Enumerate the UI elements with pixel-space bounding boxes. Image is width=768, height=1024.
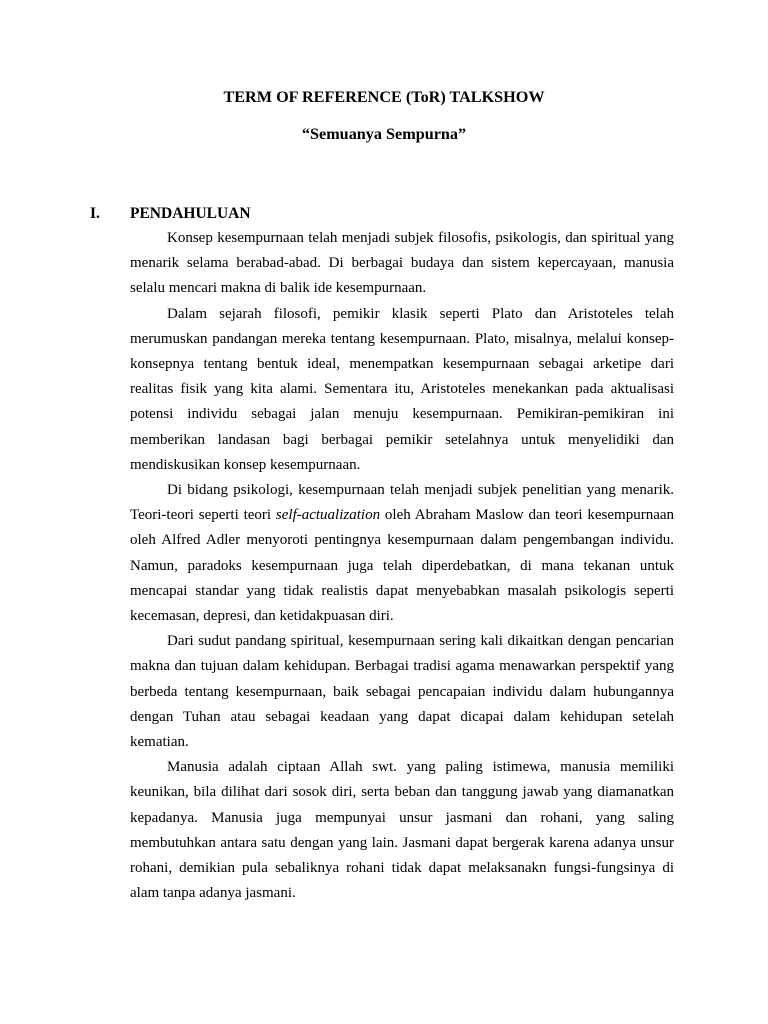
section-body	[130, 226, 674, 906]
italic-term: self-actualization	[275, 507, 381, 524]
section-heading	[90, 202, 674, 226]
paragraph-konsep: Konsep kesempurnaan telah menjadi subjek filosofis, psikologis, dan spiritual yang menarik selama berabad-abad. Di berbagai budaya dan sistem kepercayaan, manusia selalu mencari makna di balik ide kesempurnaan.	[130, 230, 674, 297]
document-subtitle: “Semuanya Sempurna”	[301, 125, 467, 143]
paragraph-manusia: Manusia adalah ciptaan Allah swt. yang paling istimewa, manusia memiliki keunikan, bila dilihat dari sosok diri, serta beban dan tanggung jawab yang diamanatkan kepadanya. Manusia juga mempunyai unsur jasmani dan rohani, yang saling membutuhkan antara satu dengan yang lain. Jasmani dapat bergerak karena adanya unsur rohani, demikian pula sebaliknya rohani tidak dapat melaksanakn fungsi-fungsinya di alam tanpa adanya jasmani.	[130, 759, 674, 902]
paragraph-psikologi-text-end: oleh Abraham Maslow dan teori kesempurnaan oleh Alfred Adler menyoroti pentingnya kesempurnaan dalam pengembangan individu. Namun, paradoks kesempurnaan juga telah diperdebatkan, di mana tekanan untuk mencapai standar yang tidak realistis dapat menyebabkan masalah psikologis seperti kecemasan, depresi, dan ketidakpuasan diri.	[130, 507, 675, 625]
paragraph-filosofi: Dalam sejarah filosofi, pemikir klasik seperti Plato dan Aristoteles telah merumuskan pandangan mereka tentang kesempurnaan. Plato, misalnya, melalui konsep-konsepnya tentang bentuk ideal, menempatkan kesempurnaan sebagai arketipe dari realitas fisik yang kita alami. Sementara itu, Aristoteles menekankan pada aktualisasi potensi individu sebagai jalan menuju kesempurnaan. Pemikiran-pemikiran ini memberikan landasan bagi berbagai pemikir setelahnya untuk menyelidiki dan mendiskusikan konsep kesempurnaan.	[130, 305, 674, 473]
section-number: I.	[90, 205, 100, 222]
paragraph-psikologi-text-start: Di bidang psikologi, kesempurnaan telah menjadi subjek penelitian yang menarik. Teori-teori seperti teori	[130, 482, 674, 524]
section-pendahuluan	[90, 202, 674, 906]
paragraph-spiritual: Dari sudut pandang spiritual, kesempurnaan sering kali dikaitkan dengan pencarian makna dan tujuan dalam kehidupan. Berbagai tradisi agama menawarkan perspektif yang berbeda tentang kesempurnaan, baik sebagai pencapaian individu dalam hubungannya dengan Tuhan atau sebagai keadaan yang dapat dicapai dalam kehidupan setelah kematian.	[130, 633, 674, 751]
paragraph-psikologi	[130, 478, 674, 629]
section-title: PENDAHULUAN	[130, 205, 251, 222]
document-title: TERM OF REFERENCE (ToR) TALKSHOW	[223, 88, 545, 106]
